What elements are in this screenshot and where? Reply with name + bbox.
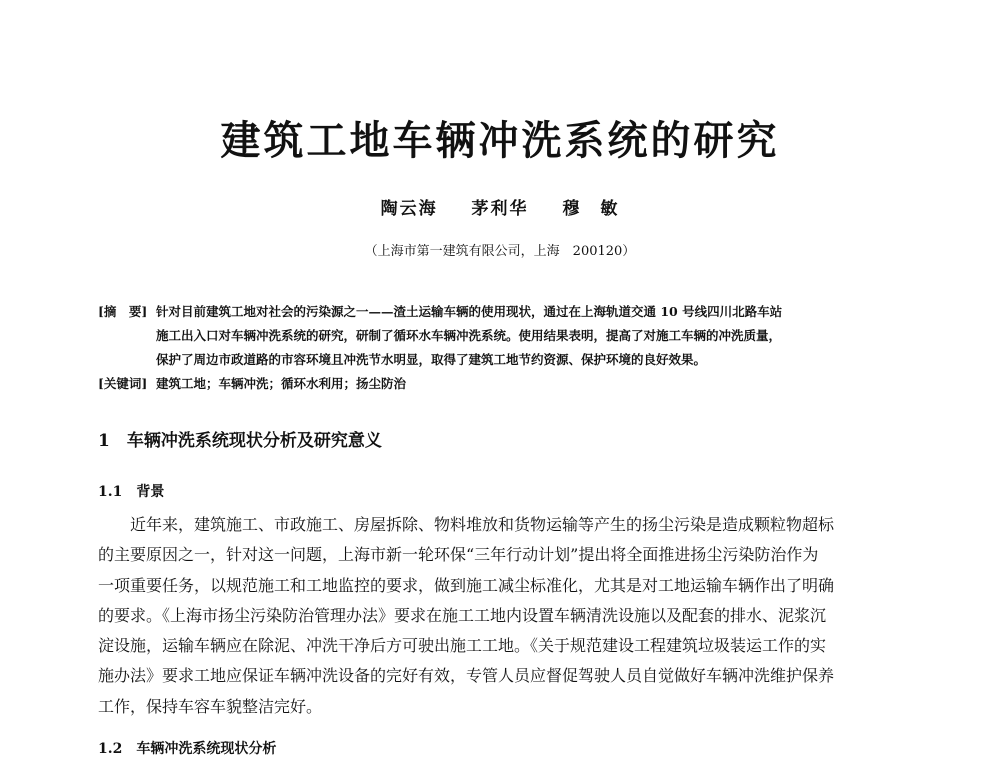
paragraph-line: 工作，保持车容车貌整洁完好。: [98, 696, 323, 716]
abstract-line: 保护了周边市政道路的市容环境且冲洗节水明显，取得了建筑工地节约资源、保护环境的良好效果。: [156, 352, 707, 367]
keywords-label: [关键词]: [98, 376, 148, 391]
affiliation: （上海市第一建筑有限公司，上海 200120）: [364, 244, 636, 259]
paragraph-line: 近年来，建筑施工、市政施工、房屋拆除、物料堆放和货物运输等产生的扬尘污染是造成颗粒物超标: [130, 515, 835, 534]
paragraph-line: 淀设施，运输车辆应在除泥、冲洗干净后方可驶出施工工地。《关于规范建设工程建筑垃圾装运工作的实: [98, 636, 827, 656]
paragraph-line: 的要求。《上海市扬尘污染防治管理办法》要求在施工工地内设置车辆清洗设施以及配套的排水、泥浆沉: [98, 605, 827, 625]
paper-title: 建筑工地车辆冲洗系统的研究: [220, 117, 780, 164]
paragraph-line: 施办法》要求工地应保证车辆冲洗设备的完好有效，专管人员应督促驾驶人员自觉做好车辆冲洗维护保养: [98, 666, 835, 686]
keywords-text: 建筑工地；车辆冲洗；循环水利用；扬尘防治: [156, 376, 407, 391]
paragraph-line: 一项重要任务，以规范施工和工地监控的要求，做到施工减尘标准化，尤其是对工地运输车辆作出了明确: [98, 575, 835, 595]
abstract-line: [98, 300, 938, 324]
body-paragraph: [98, 510, 918, 722]
abstract-label: [摘 要]: [98, 304, 148, 319]
abstract-line: 施工出入口对车辆冲洗系统的研究，研制了循环水车辆冲洗系统。使用结果表明，提高了对施工车辆的冲洗质量，: [156, 328, 782, 343]
author-list: [0, 197, 1000, 221]
keywords-line: [98, 372, 938, 396]
author-name: 陶云海: [380, 199, 438, 219]
author-name: 穆 敏: [562, 199, 620, 219]
abstract-block: [98, 300, 938, 396]
section-heading: 1 车辆冲洗系统现状分析及研究意义: [98, 431, 382, 451]
subsection-heading: 1.2 车辆冲洗系统现状分析: [98, 741, 277, 757]
subsection-heading: 1.1 背景: [98, 484, 165, 500]
paragraph-line: 的主要原因之一，针对这一问题，上海市新一轮环保“三年行动计划”提出将全面推进扬尘污染防治作为: [98, 545, 819, 565]
abstract-text: 针对目前建筑工地对社会的污染源之一——渣土运输车辆的使用现状，通过在上海轨道交通 10 号线四川北路车站: [156, 304, 783, 319]
author-name: 茅利华: [471, 199, 529, 219]
